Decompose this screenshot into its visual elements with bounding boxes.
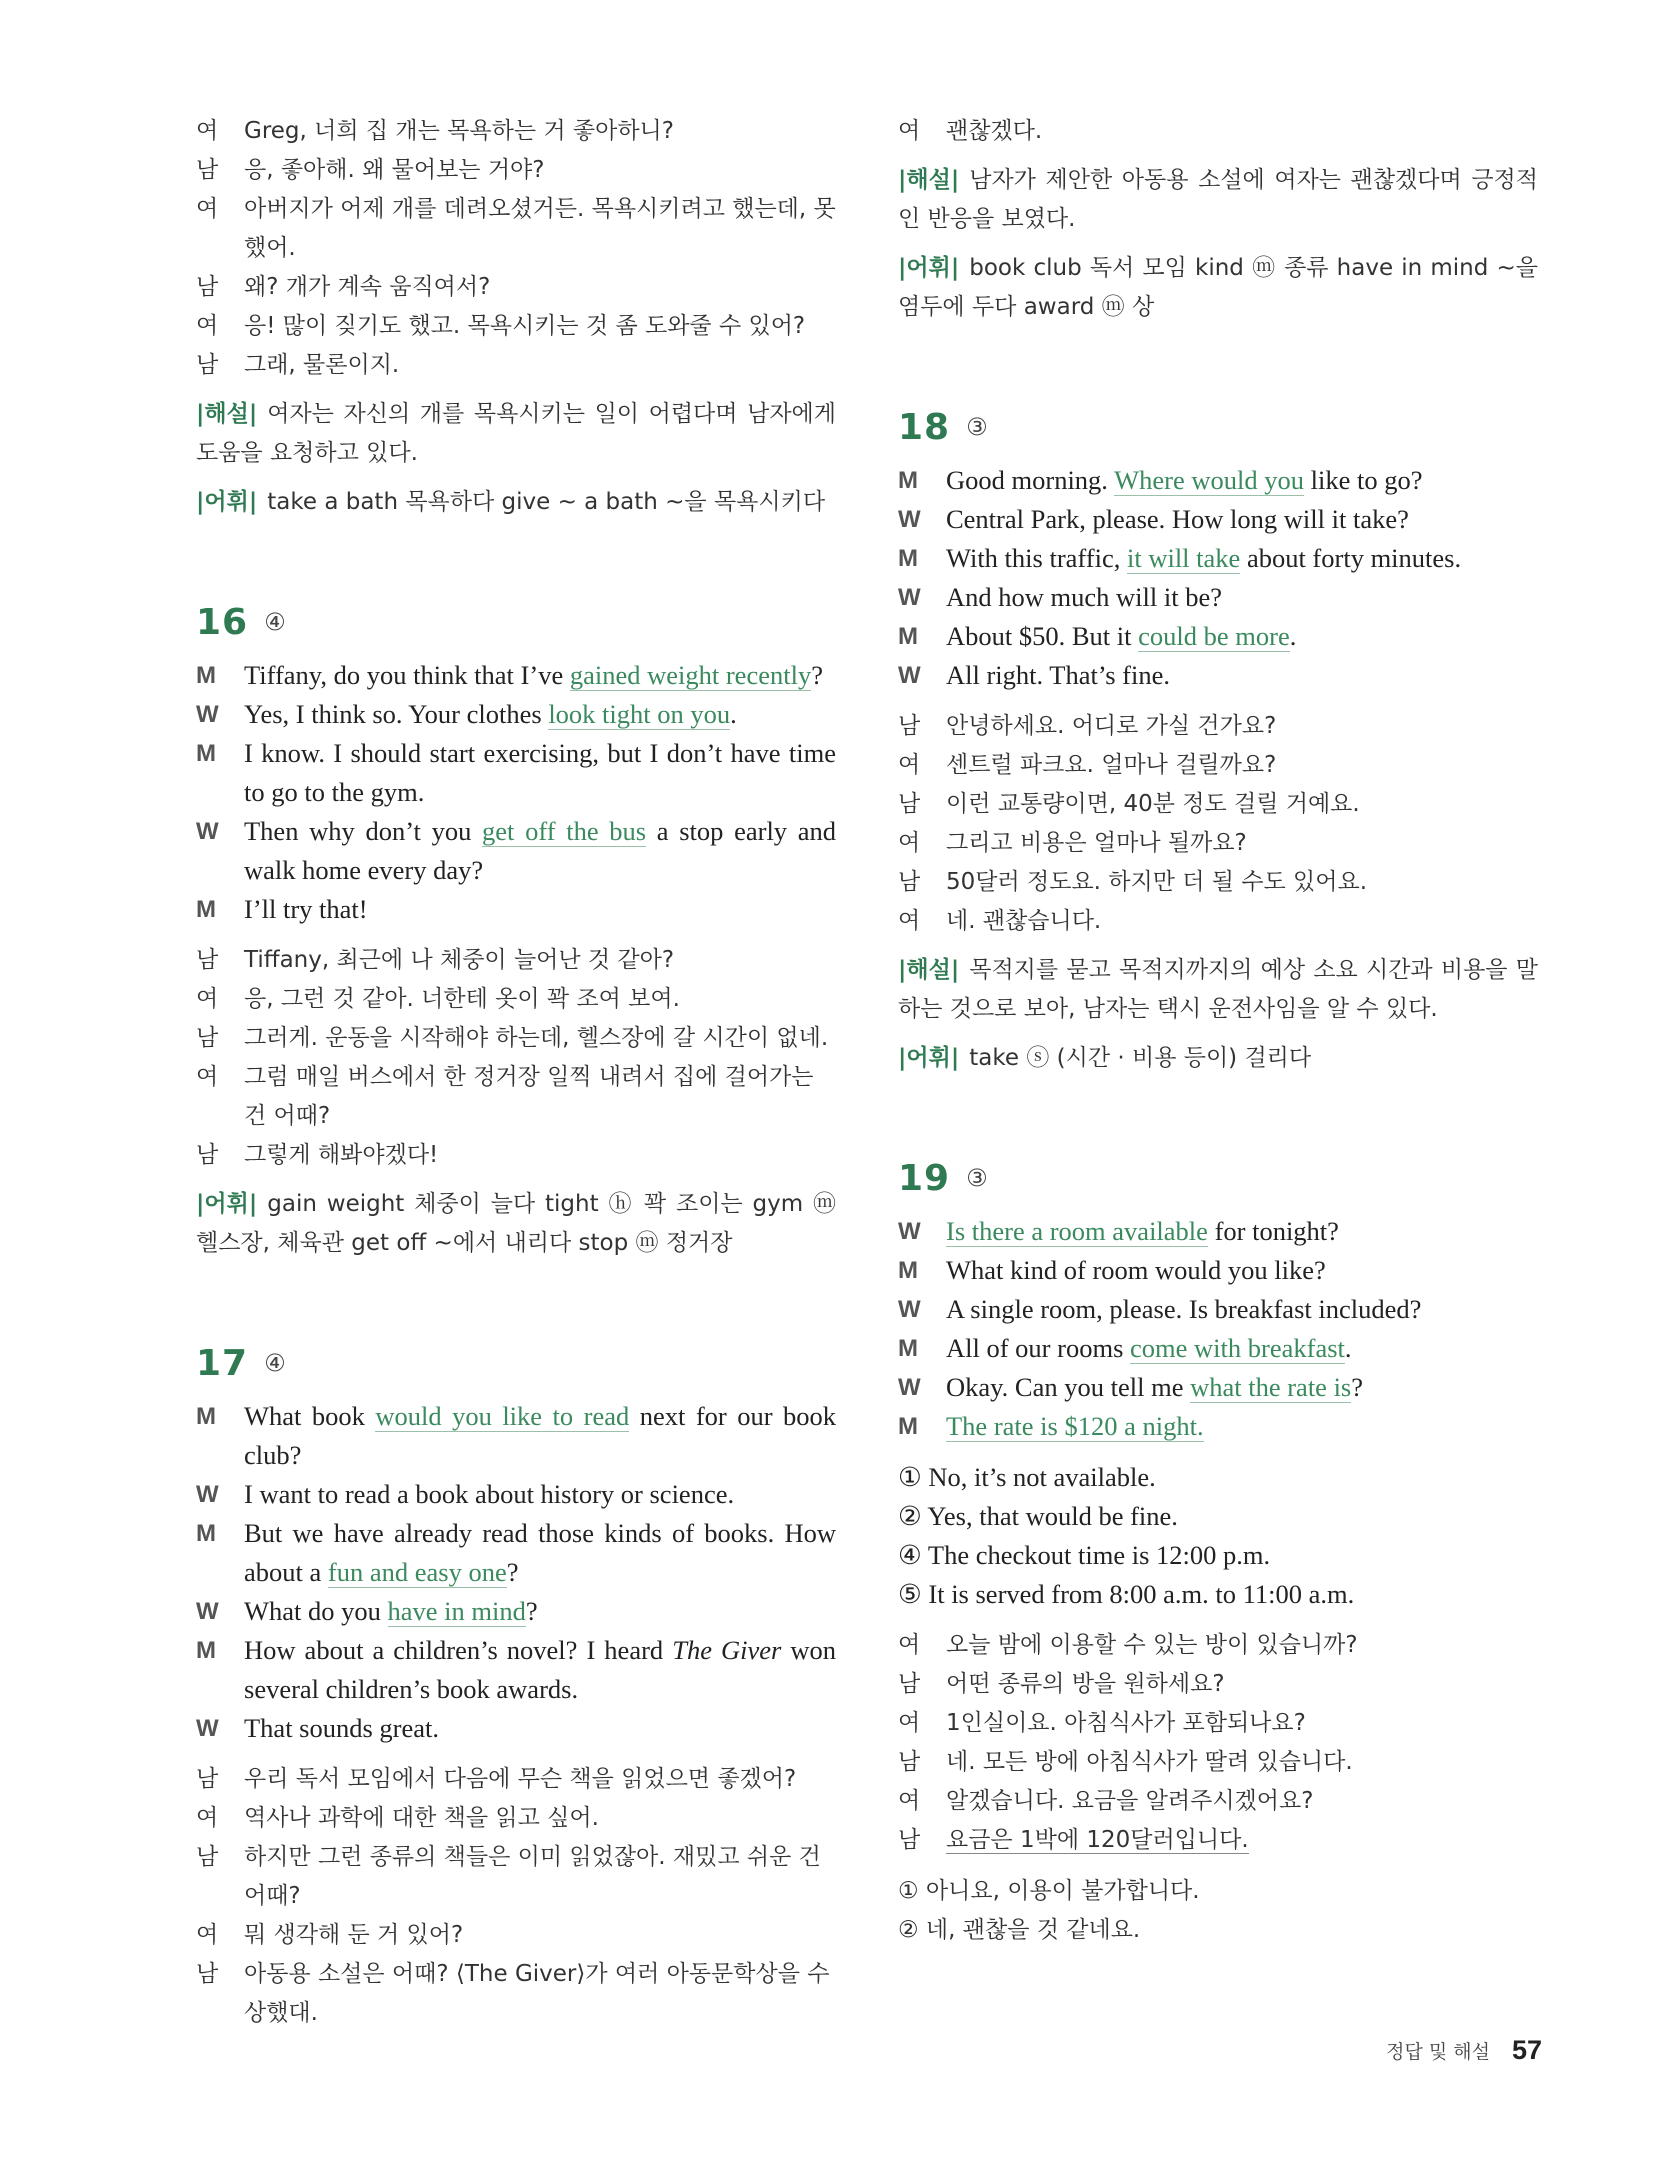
kr-line: 여 Greg, 너희 집 개는 목욕하는 거 좋아하니? — [196, 118, 674, 144]
en-line: W And how much will it be? — [898, 582, 1222, 612]
question-16-header — [196, 594, 836, 650]
en-line: M Good morning. Where would you like to go? — [898, 465, 1423, 495]
dictation-blank: it will take — [1126, 543, 1241, 573]
left-column — [196, 112, 836, 2033]
vocabulary-note: |어휘| take ⓢ (시간 · 비용 등이) 걸리다 — [898, 1045, 1312, 1071]
question-17-korean-dialogue — [196, 1760, 836, 2033]
kr-line: 여 그럼 매일 버스에서 한 정거장 일찍 내려서 집에 걸어가는 건 어때? — [196, 1064, 814, 1129]
en-line: W Okay. Can you tell me what the rate is? — [898, 1372, 1364, 1402]
en-line: M With this traffic, it will take about forty minutes. — [898, 543, 1462, 573]
question-19-korean-choices — [898, 1872, 1538, 1950]
en-line: M I know. I should start exercising, but I don’t have time to go to the gym. — [196, 738, 836, 807]
answer-choice: ② Yes, that would be fine. — [898, 1501, 1178, 1531]
kr-line: 여 역사나 과학에 대한 책을 읽고 싶어. — [196, 1805, 599, 1831]
kr-line: 남 어떤 종류의 방을 원하세요? — [898, 1671, 1225, 1697]
question-19-choices — [898, 1458, 1538, 1614]
question-number: 17 — [196, 1342, 249, 1384]
kr-line: 남 왜? 개가 계속 움직여서? — [196, 274, 491, 300]
kr-line: 남 하지만 그런 종류의 책들은 이미 읽었잖아. 재밌고 쉬운 건 어때? — [196, 1844, 821, 1909]
kr-line: 여 응, 그런 것 같아. 너한테 옷이 꽉 조여 보여. — [196, 986, 680, 1012]
explanation-note: |해설| 목적지를 묻고 목적지까지의 예상 소요 시간과 비용을 말하는 것으로 보아, 남자는 택시 운전사임을 알 수 있다. — [898, 957, 1538, 1022]
kr-line: 남 50달러 정도요. 하지만 더 될 수도 있어요. — [898, 869, 1368, 895]
explanation-note: |해설| 여자는 자신의 개를 목욕시키는 일이 어렵다며 남자에게 도움을 요청하고 있다. — [196, 401, 836, 466]
answer-mark: ④ — [264, 1349, 286, 1377]
dictation-blank: come with breakfast — [1130, 1333, 1345, 1363]
kr-line: 여 오늘 밤에 이용할 수 있는 방이 있습니까? — [898, 1632, 1358, 1658]
en-line: M About $50. But it could be more. — [898, 621, 1297, 651]
explanation-note: |해설| 남자가 제안한 아동용 소설에 여자는 괜찮겠다며 긍정적인 반응을 보였다. — [898, 167, 1538, 232]
en-line: M But we have already read those kinds of books. How about a fun and easy one? — [196, 1518, 836, 1587]
page-footer — [1356, 2035, 1542, 2066]
answer-choice: ① 아니요, 이용이 불가합니다. — [898, 1878, 1200, 1904]
dictation-blank: The rate is $120 a night. — [946, 1411, 1204, 1441]
question-number: 16 — [196, 601, 249, 643]
dictation-blank: gained weight recently — [569, 660, 812, 690]
dictation-blank: fun and easy one — [327, 1557, 507, 1587]
kr-line: 여 센트럴 파크요. 얼마나 걸릴까요? — [898, 752, 1277, 778]
answer-mark: ④ — [264, 608, 286, 636]
answer-choice: ② 네, 괜찮을 것 같네요. — [898, 1917, 1141, 1943]
kr-line: 여 아버지가 어제 개를 데려오셨거든. 목욕시키려고 했는데, 못 했어. — [196, 196, 836, 261]
en-line: W What do you have in mind? — [196, 1596, 538, 1626]
en-line: M What book would you like to read next for our book club? — [196, 1401, 837, 1470]
kr-line: 여 네. 괜찮습니다. — [898, 908, 1102, 934]
dictation-blank: have in mind — [387, 1596, 526, 1626]
en-line: W All right. That’s fine. — [898, 660, 1170, 690]
question-16-english-dialogue — [196, 656, 836, 929]
question-19-header — [898, 1150, 1538, 1206]
question-17-header — [196, 1335, 836, 1391]
en-line: W I want to read a book about history or science. — [196, 1479, 735, 1509]
kr-line: 남 네. 모든 방에 아침식사가 딸려 있습니다. — [898, 1749, 1353, 1775]
right-column — [898, 112, 1538, 1950]
dictation-blank: what the rate is — [1190, 1372, 1352, 1402]
question-16-korean-dialogue — [196, 941, 836, 1175]
question-number: 19 — [898, 1157, 951, 1199]
vocabulary-note: |어휘| take a bath 목욕하다 give ~ a bath ~을 목욕시키다 — [196, 489, 826, 515]
question-19-english-dialogue — [898, 1212, 1538, 1446]
question-19-korean-dialogue — [898, 1626, 1538, 1860]
kr-line: 남 그래, 물론이지. — [196, 352, 400, 378]
en-line: W Central Park, please. How long will it take? — [898, 504, 1409, 534]
kr-line: 여 알겠습니다. 요금을 알려주시겠어요? — [898, 1788, 1314, 1814]
kr-line: 여 그리고 비용은 얼마나 될까요? — [898, 830, 1247, 856]
kr-line: 여 응! 많이 짖기도 했고. 목욕시키는 것 좀 도와줄 수 있어? — [196, 313, 806, 339]
question-number: 18 — [898, 406, 951, 448]
kr-line: 남 그러게. 운동을 시작해야 하는데, 헬스장에 갈 시간이 없네. — [196, 1025, 829, 1051]
kr-line: 남 이런 교통량이면, 40분 정도 걸릴 거예요. — [898, 791, 1360, 817]
en-line: W Yes, I think so. Your clothes look tight on you. — [196, 699, 737, 729]
section-label: 정답 및 해설 — [1386, 2041, 1490, 2063]
vocabulary-note: |어휘| book club 독서 모임 kind ⓜ 종류 have in mind ~을 염두에 두다 award ⓜ 상 — [898, 255, 1538, 320]
en-line: M Tiffany, do you think that I’ve gained weight recently? — [196, 660, 823, 690]
dictation-blank: could be more — [1138, 621, 1290, 651]
kr-line: 남 그렇게 해봐야겠다! — [196, 1142, 439, 1168]
answer-choice: ④ The checkout time is 12:00 p.m. — [898, 1540, 1271, 1570]
dictation-blank: get off the bus — [482, 816, 647, 846]
dictation-blank: would you like to read — [375, 1401, 630, 1431]
answer-mark: ③ — [966, 1164, 988, 1192]
question-18-korean-dialogue — [898, 707, 1538, 941]
question-17-english-dialogue — [196, 1397, 836, 1748]
kr-line: 여 1인실이요. 아침식사가 포함되나요? — [898, 1710, 1306, 1736]
dictation-blank: Where would you — [1114, 465, 1304, 495]
answer-mark: ③ — [966, 413, 988, 441]
kr-line: 남 아동용 소설은 어때? ⟨The Giver⟩가 여러 아동문학상을 수상했대. — [196, 1961, 830, 2026]
kr-line: 남 우리 독서 모임에서 다음에 무슨 책을 읽었으면 좋겠어? — [196, 1766, 797, 1792]
kr-line: 남 응, 좋아해. 왜 물어보는 거야? — [196, 157, 545, 183]
kr-line: 남 안녕하세요. 어디로 가실 건가요? — [898, 713, 1277, 739]
en-line: M I’ll try that! — [196, 894, 368, 924]
en-line: M What kind of room would you like? — [898, 1255, 1326, 1285]
answer-choice: ① No, it’s not available. — [898, 1462, 1156, 1492]
dictation-blank: look tight on you — [548, 699, 731, 729]
dictation-blank: Is there a room available — [946, 1216, 1208, 1246]
question-18-english-dialogue — [898, 461, 1538, 695]
left-top-dialogue — [196, 112, 836, 385]
kr-line: 남 요금은 1박에 120달러입니다. — [898, 1827, 1249, 1853]
en-line: M How about a children’s novel? I heard The Giver won several children’s book awards. — [196, 1635, 836, 1704]
page-number: 57 — [1511, 2035, 1542, 2065]
en-line: M The rate is $120 a night. — [898, 1411, 1204, 1441]
kr-line: 여 뭐 생각해 둔 거 있어? — [196, 1922, 464, 1948]
answer-choice: ⑤ It is served from 8:00 a.m. to 11:00 a.m. — [898, 1579, 1355, 1609]
en-line: M All of our rooms come with breakfast. — [898, 1333, 1352, 1363]
en-line: W Is there a room available for tonight? — [898, 1216, 1339, 1246]
kr-line: 여 괜찮겠다. — [898, 118, 1043, 144]
kr-line: 남 Tiffany, 최근에 나 체중이 늘어난 것 같아? — [196, 947, 675, 973]
vocabulary-note: |어휘| gain weight 체중이 늘다 tight ⓗ 꽉 조이는 gym ⓜ 헬스장, 체육관 get off ~에서 내리다 stop ⓜ 정거장 — [196, 1191, 836, 1256]
en-line: W Then why don’t you get off the bus a stop early and walk home every day? — [196, 816, 836, 885]
question-18-header — [898, 399, 1538, 455]
book-title: The Giver — [672, 1635, 782, 1665]
en-line: W That sounds great. — [196, 1713, 440, 1743]
en-line: W A single room, please. Is breakfast included? — [898, 1294, 1422, 1324]
